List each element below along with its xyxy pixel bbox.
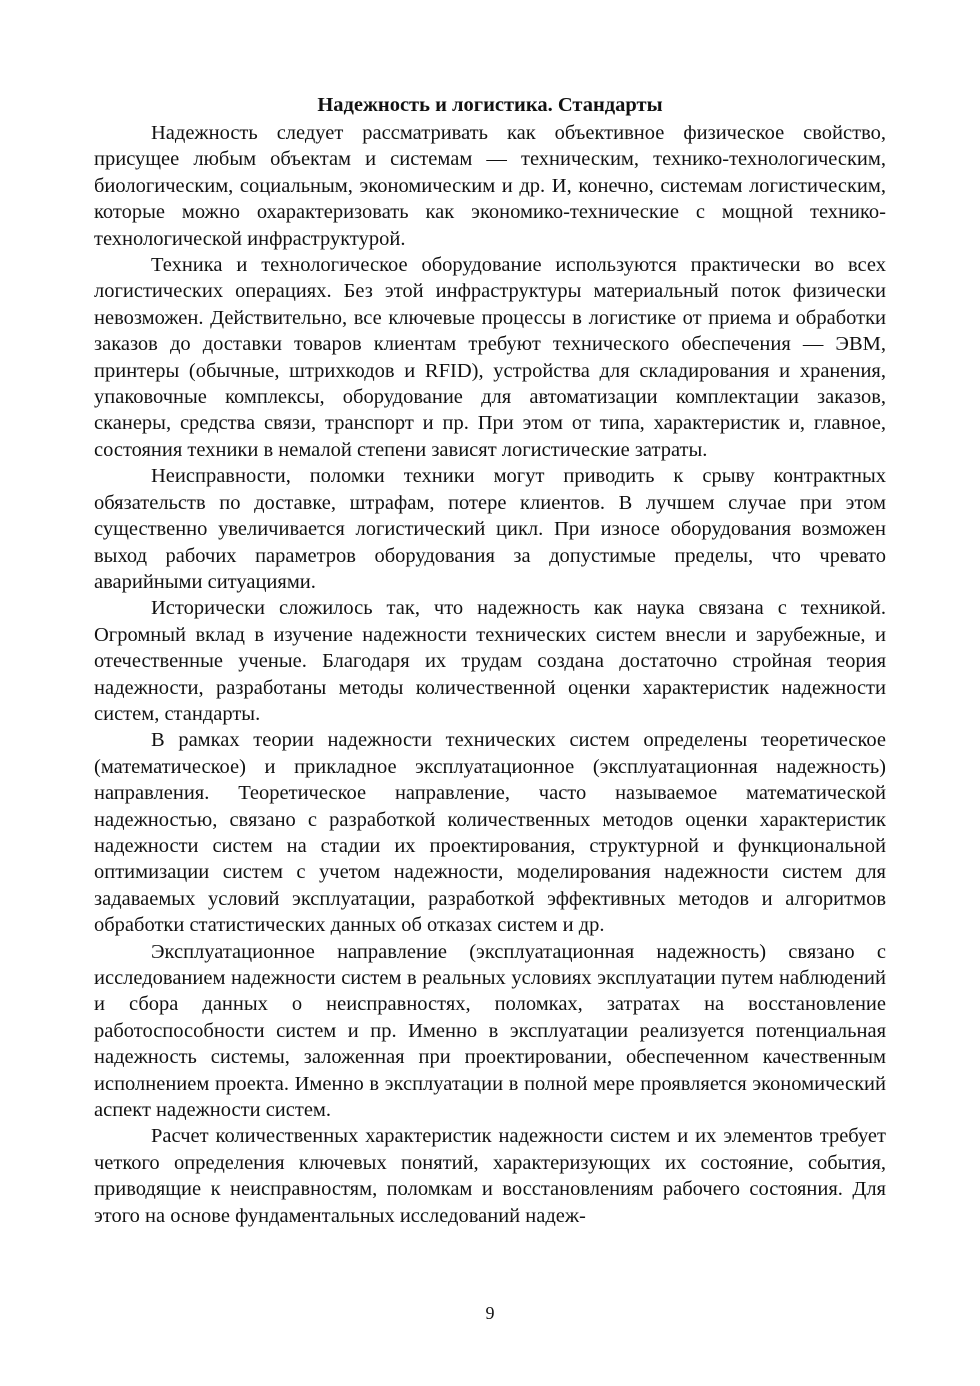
document-page — [94, 92, 886, 1229]
paragraph-2: Техника и технологическое оборудование используются практически во всех логистических операциях. Без этой инфраструктуры материальный поток физически невозможен. Действительно, все ключевые процессы в логистике от приема и обработки заказов до доставки товаров клиентам требуют технического обеспечения — ЭВМ, принтеры (обычные, штрихкодов и RFID), устройства для складирования и хранения, упаковочные комплексы, оборудование для автоматизации комплектации заказов, сканеры, средства связи, транспорт и пр. При этом от типа, характеристик и, главное, состояния техники в немалой степени зависят логистические затраты. — [94, 254, 886, 461]
section-title: Надежность и логистика. Стандарты — [317, 94, 663, 116]
paragraph-3: Неисправности, поломки техники могут приводить к срыву контрактных обязательств по доставке, штрафам, потере клиентов. В лучшем случае при этом существенно увеличивается логистический цикл. При износе оборудования возможен выход рабочих параметров оборудования за допустимые пределы, что чревато аварийными ситуациями. — [94, 465, 886, 593]
paragraph-4: Исторически сложилось так, что надежность как наука связана с техникой. Огромный вклад в изучение надежности технических систем внесли и зарубежные, и отечественные ученые. Благодаря их трудам создана достаточно стройная теория надежности, разработаны методы количественной оценки характеристик надежности систем, стандарты. — [94, 597, 886, 725]
paragraph-7: Расчет количественных характеристик надежности систем и их элементов требует четкого определения ключевых понятий, характеризующих их состояние, события, приводящие к неисправностям, поломкам и восстановлениям рабочего состояния. Для этого на основе фундаментальных исследований надеж- — [94, 1125, 886, 1227]
paragraph-6: Эксплуатационное направление (эксплуатационная надежность) связано с исследованием надежности систем в реальных условиях эксплуатации путем наблюдений и сбора данных о неисправностях, поломках, затратах на восстановление работоспособности систем и пр. Именно в эксплуатации реализуется потенциальная надежность системы, заложенная при проектировании, обеспеченном качественным исполнением проекта. Именно в эксплуатации в полной мере проявляется экономический аспект надежности систем. — [94, 940, 886, 1122]
page-number: 9 — [485, 1303, 495, 1323]
paragraph-5: В рамках теории надежности технических систем определены теоретическое (математическое) и прикладное эксплуатационное (эксплуатационная надежность) направления. Теоретическое направление, часто называемое математической надежностью, связано с разработкой количественных методов оценки характеристик надежности систем на стадии их проектирования, структурной и функциональной оптимизации систем с учетом надежности, моделирования надежности систем для задаваемых условий эксплуатации, разработкой эффективных методов и алгоритмов обработки статистических данных об отказах систем и др. — [94, 729, 886, 937]
paragraph-1: Надежность следует рассматривать как объективное физическое свойство, присущее любым объектам и системам — техническим, технико-технологическим, биологическим, социальным, экономическим и др. И, конечно, системам логистическим, которые можно охарактеризовать как экономико-технические с мощной технико-технологической инфраструктурой. — [94, 122, 886, 250]
